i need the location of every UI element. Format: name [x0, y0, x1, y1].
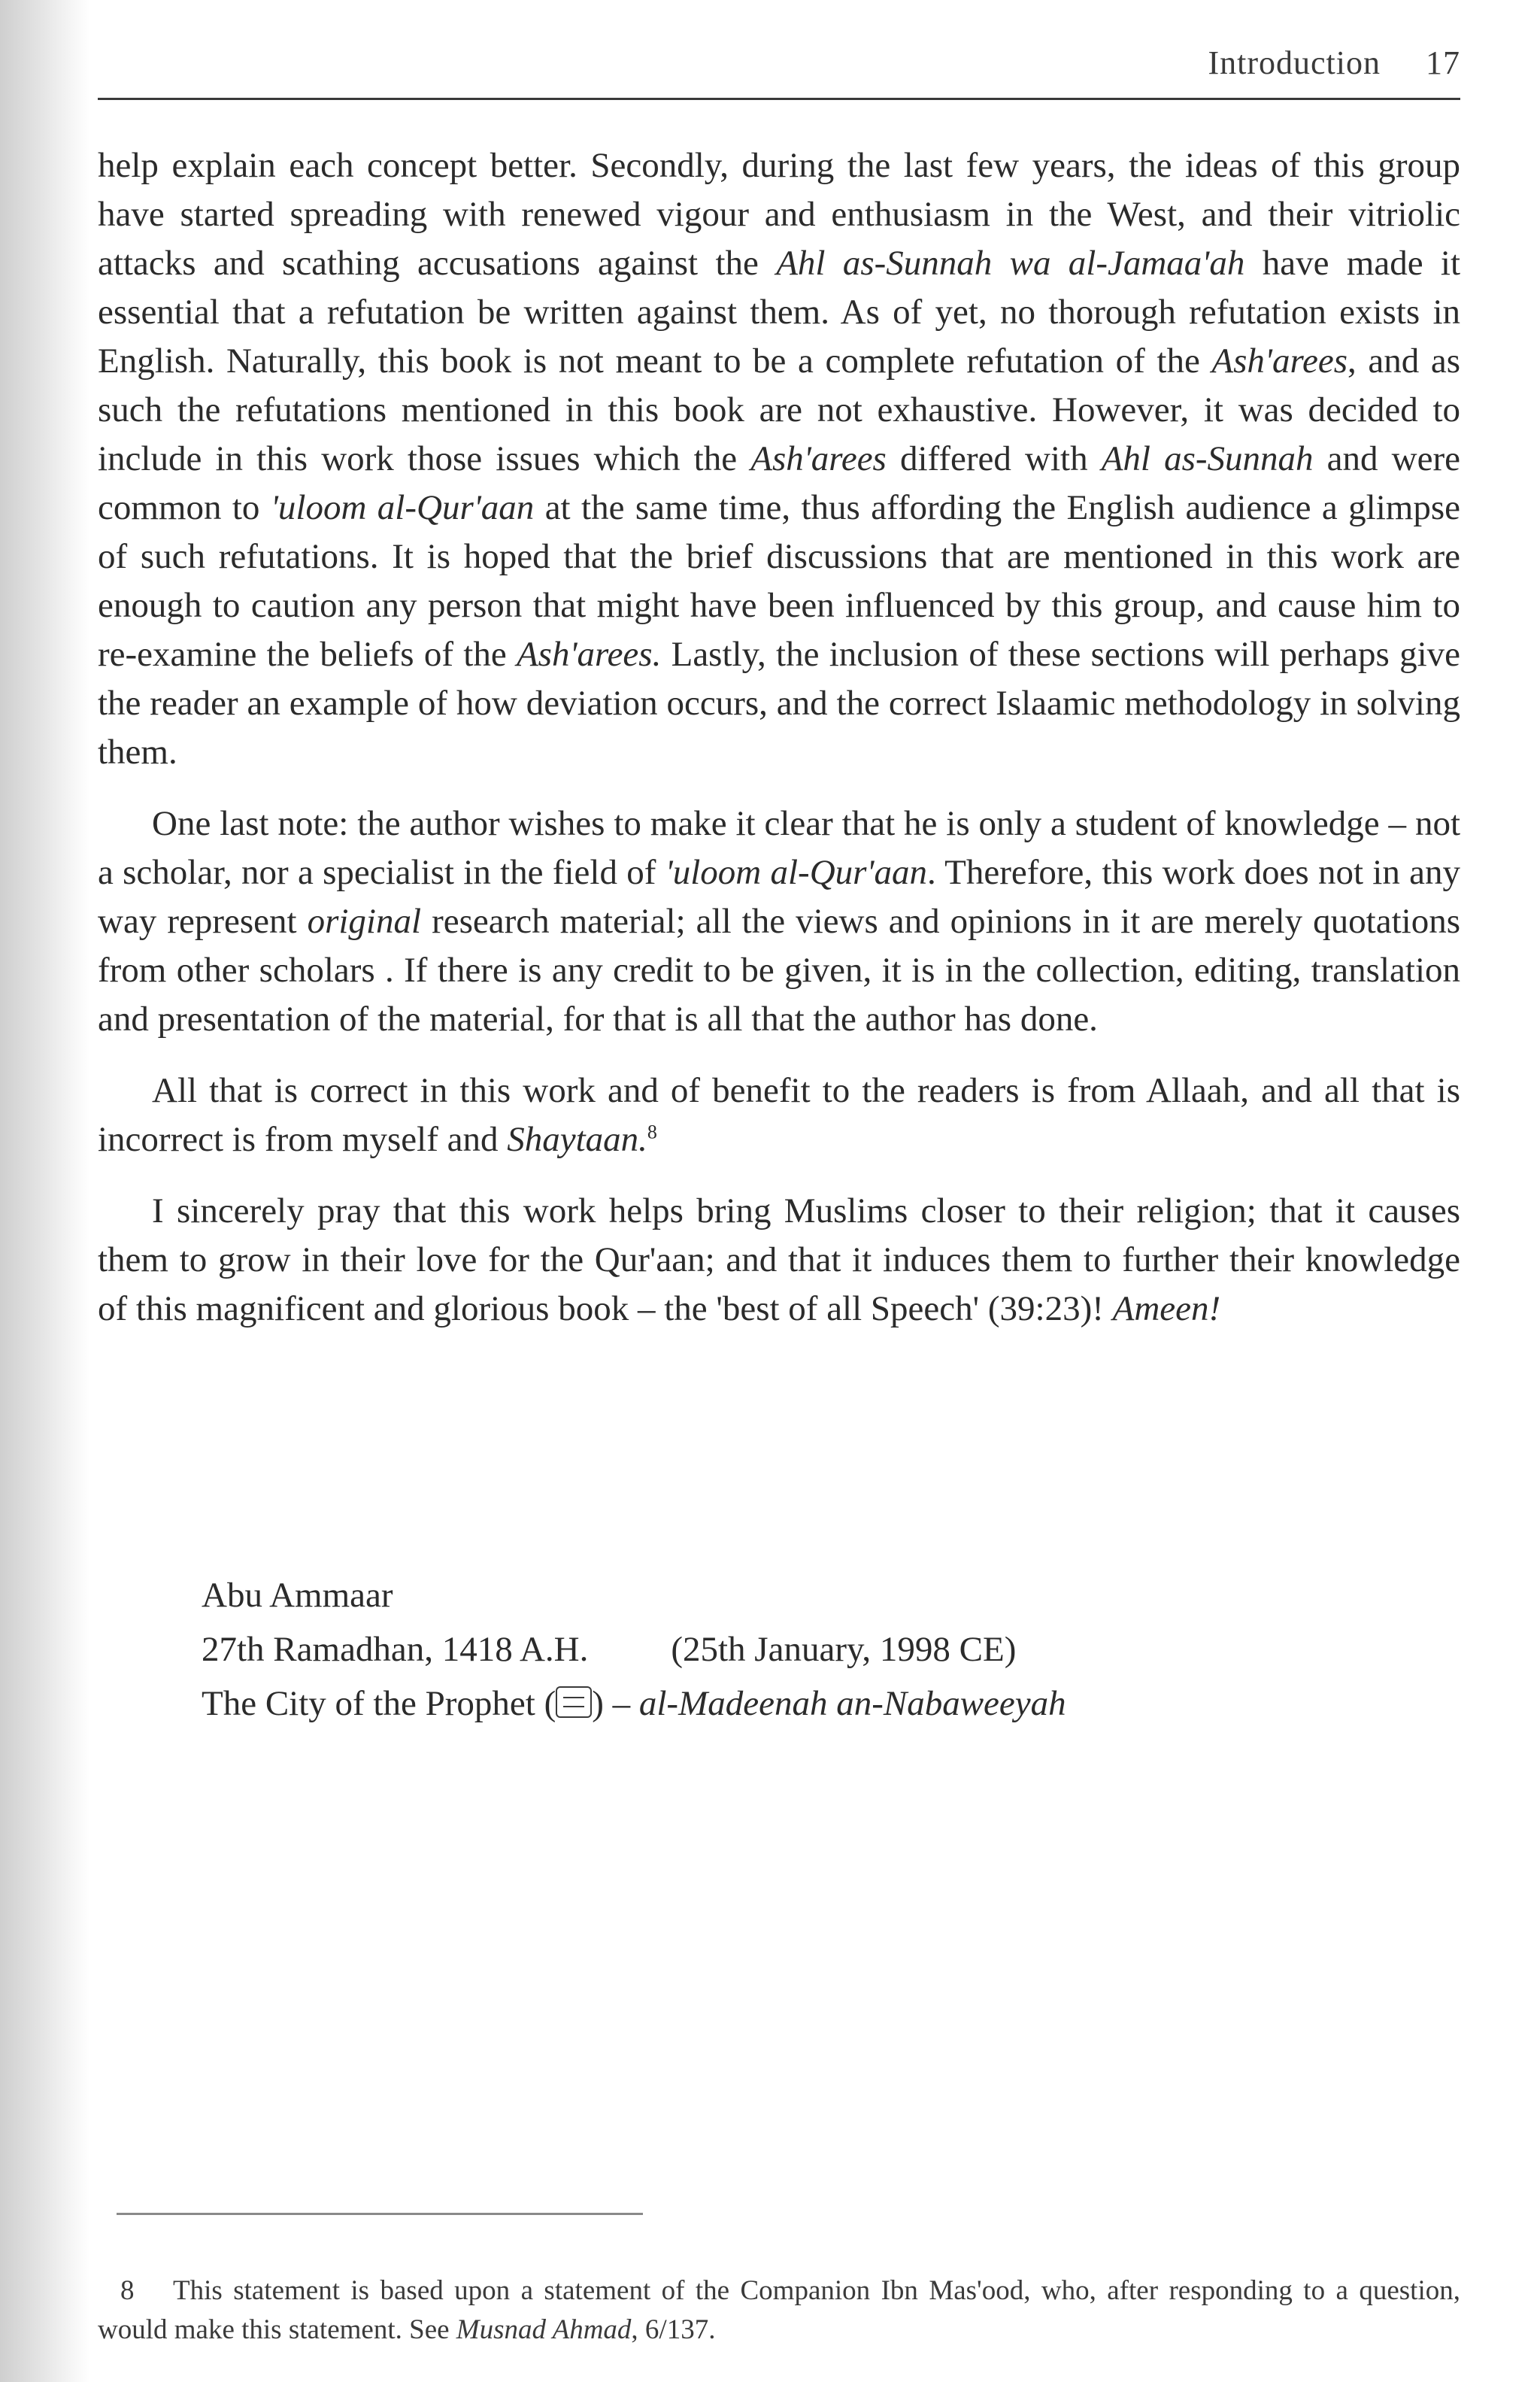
signature-block — [202, 1569, 1460, 1731]
footnote-rule — [117, 2213, 643, 2215]
book-page — [98, 0, 1460, 2382]
header-rule — [98, 98, 1460, 100]
spine-shadow — [0, 0, 90, 2382]
signature-place: The City of the Prophet ( ) – al-Madeenah an-Nabaweeyah — [202, 1684, 1066, 1723]
running-head-title: Introduction — [1208, 44, 1381, 81]
paragraph-2: One last note: the author wishes to make it clear that he is only a student of knowledge – not a scholar, nor a specialist in the field of 'uloom al-Qur'aan. Therefore, this work does not in any way represent original research material; all the views and opinions in it are merely quotations from other scholars . If there is any credit to be given, it is in the collection, editing, translation and presentation of the material, for that is all that the author has done. — [98, 804, 1460, 1039]
paragraph-1: help explain each concept better. Secondly, during the last few years, the ideas of this group have started spreading with renewed vigour and enthusiasm in the West, and their vitriolic attacks and scathing accusations against the Ahl as-Sunnah wa al-Jamaa'ah have made it essential that a refutation be written against them. As of yet, no thorough refutation exists in English. Naturally, this book is not meant to be a complete refutation of the Ash'arees, and as such the refutations mentioned in this book are not exhaustive. However, it was decided to include in this work those issues which the Ash'arees differed with Ahl as-Sunnah and were common to 'uloom al-Qur'aan at the same time, thus affording the English audience a glimpse of such refutations. It is hoped that the brief discussions that are mentioned in this work are enough to caution any person that might have been influenced by this group, and cause him to re-examine the beliefs of the Ash'arees. Lastly, the inclusion of these sections will perhaps give the reader an example of how deviation occurs, and the correct Islaamic methodology in solving them. — [98, 146, 1461, 772]
footnote-number: 8 — [120, 2275, 135, 2306]
author-name: Abu Ammaar — [202, 1576, 393, 1615]
salutation-seal-icon — [556, 1686, 592, 1718]
footnote-ref: 8 — [647, 1121, 657, 1143]
signature-date: 27th Ramadhan, 1418 A.H. (25th January, 1998 CE) — [202, 1630, 1017, 1669]
page-number: 17 — [1426, 44, 1460, 81]
footnote: 8 This statement is based upon a statement of the Companion Ibn Mas'ood, who, after responding to a question, would make this statement. See Musnad Ahmad, 6/137. — [98, 2271, 1460, 2350]
paragraph-3: All that is correct in this work and of benefit to the readers is from Allaah, and all that is incorrect is from myself and Shaytaan.$^8$ — [98, 1071, 1460, 1159]
paragraph-4: I sincerely pray that this work helps bring Muslims closer to their religion; that it causes them to grow in their love for the Qur'aan; and that it induces them to further their knowledge of this magnificent and glorious book – the 'best of all Speech' (39:23)! Ameen! — [98, 1191, 1460, 1328]
running-head — [98, 44, 1460, 82]
body-text — [98, 141, 1460, 1334]
